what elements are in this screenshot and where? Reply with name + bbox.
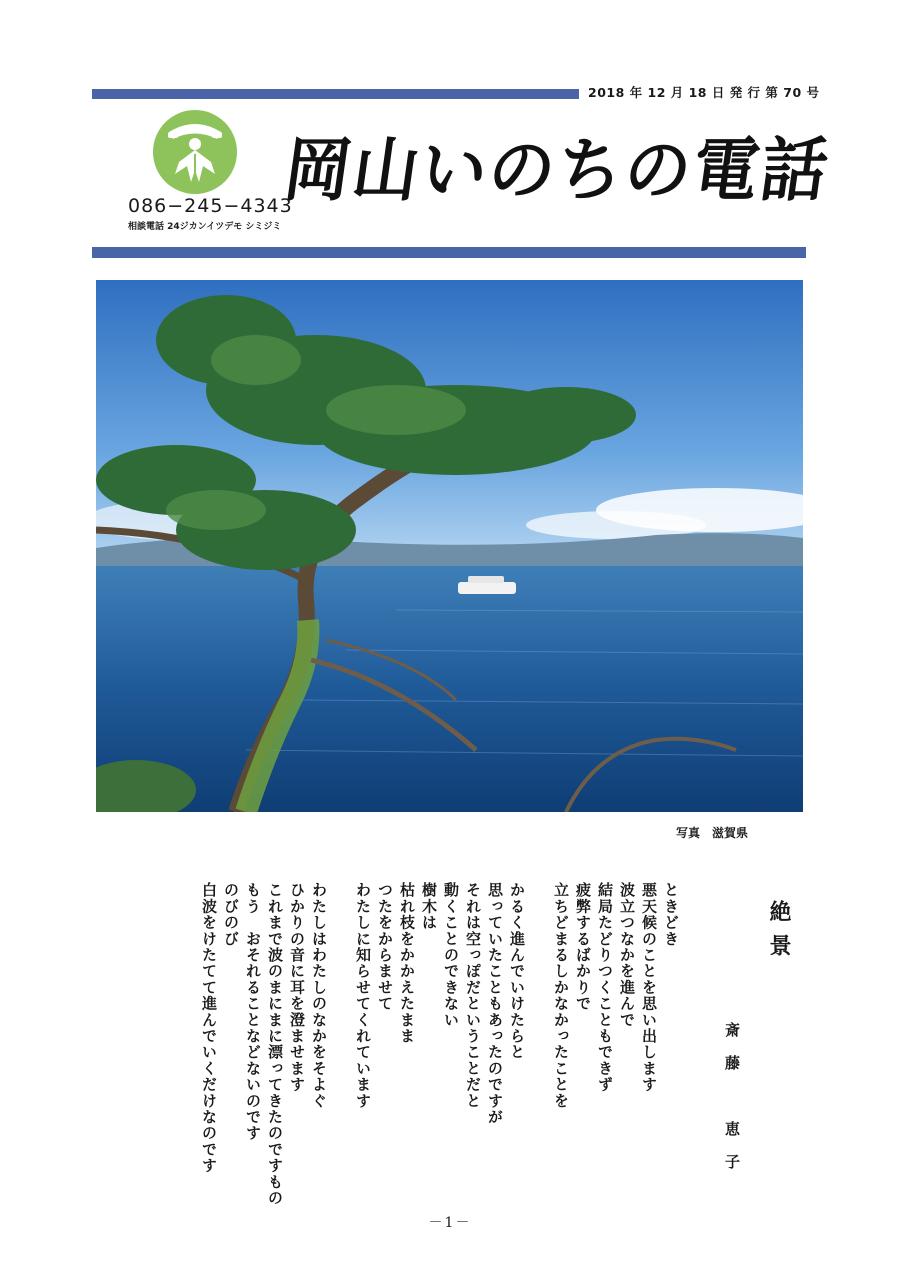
photo-credit: 写真 滋賀県 (676, 826, 749, 840)
poem-line: 動くことのできない (442, 882, 460, 1028)
poem-line: ひかりの音に耳を澄ませます (288, 882, 306, 1093)
poem-line: 樹木は (420, 882, 438, 931)
poem-line: 立ちどまるしかなかったことを (552, 882, 570, 1109)
poem-line: 疲弊するばかりで (574, 882, 592, 1012)
header-top-bar (92, 89, 579, 99)
masthead-title: 岡山いのちの電話 (279, 129, 835, 211)
poem-line: わたしはわたしのなかをそよぐ (310, 882, 328, 1109)
lake-pine-photo (96, 280, 803, 812)
hotline-caption: 相談電話 24ジカンイツデモ シミジミ (128, 222, 282, 232)
poem-line: かるく進んでいけたらと (508, 882, 526, 1061)
poem-line: 悪天候のことを思い出します (640, 882, 658, 1093)
poem-line: 枯れ枝をかかえたまま (398, 882, 416, 1044)
poem-line: これまで波のまにまに漂ってきたのですもの (266, 882, 284, 1206)
poem-line: 波立つなかを進んで (618, 882, 636, 1028)
poem-line: わたしに知らせてくれています (354, 882, 372, 1109)
page-number: －1－ (428, 1215, 472, 1231)
phone-number: 086−245−4343 (128, 195, 293, 217)
issue-date-line: 2018 年 12 月 18 日 発 行 第 70 号 (588, 85, 820, 100)
poem-line: もう おそれることなどないのです (244, 882, 262, 1142)
poem-line: ときどき (662, 882, 680, 947)
poem-line: それは空っぽだということだと (464, 882, 482, 1109)
phone-crane-logo-icon (153, 110, 237, 194)
poem-author: 斎藤 恵子 (723, 1022, 741, 1187)
poem-line: 白波をけたてて進んでいくだけなのです (200, 882, 218, 1174)
poem-title: 絶景 (766, 900, 792, 968)
poem-line: 結局たどりつくこともできず (596, 882, 614, 1093)
poem-line: 思っていたこともあったのですが (486, 882, 504, 1125)
poem-line: つたをからませて (376, 882, 394, 1012)
poem-line: のびのび (222, 882, 240, 947)
header-bottom-bar (92, 247, 806, 258)
